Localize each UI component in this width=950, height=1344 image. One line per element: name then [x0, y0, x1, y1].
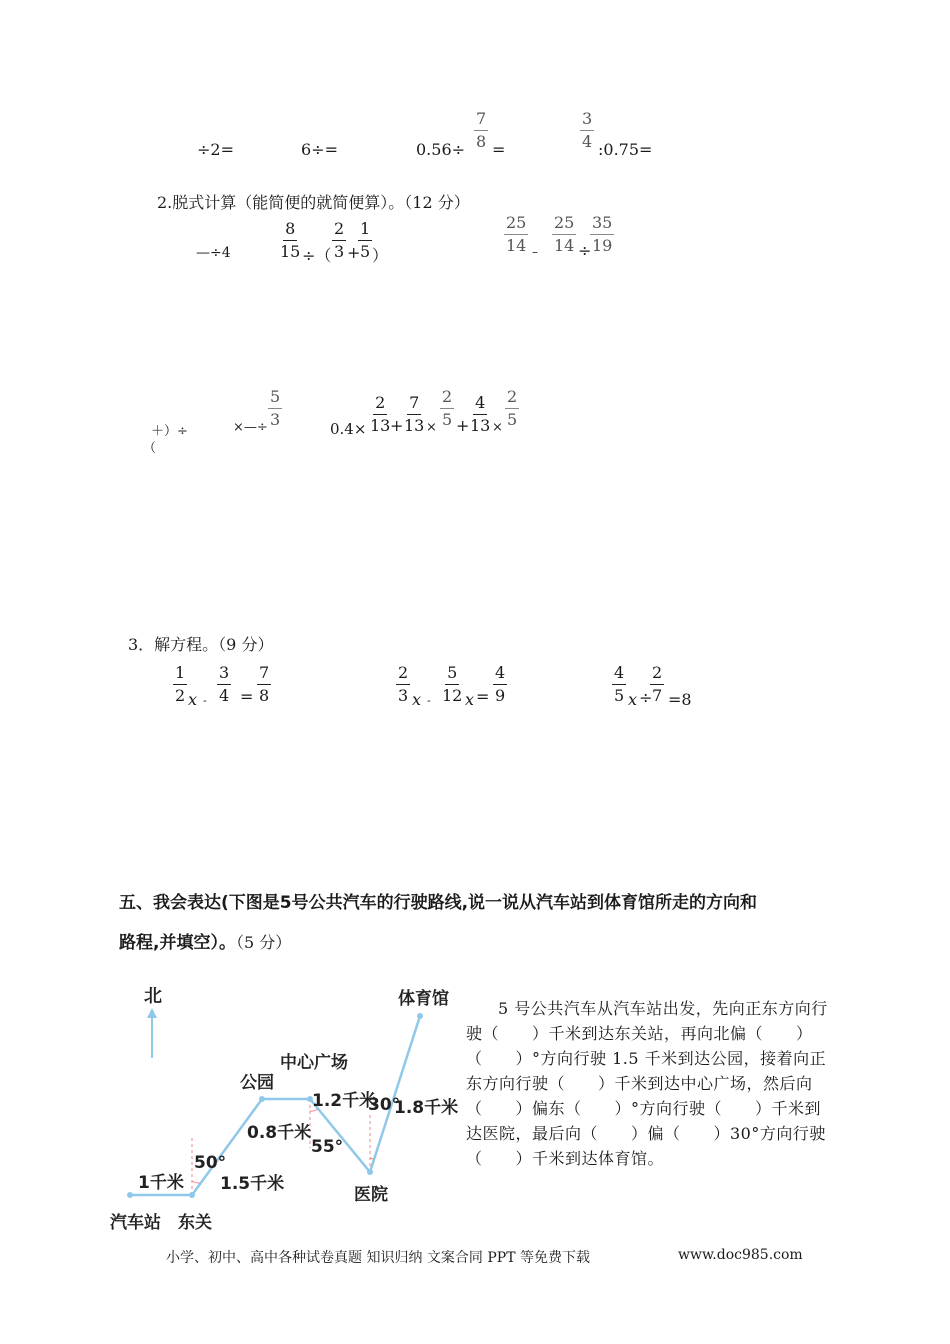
denominator: 9	[495, 686, 506, 705]
denominator: 4	[582, 132, 593, 151]
section2-expr4-line2: （	[143, 441, 157, 456]
eq3-frac2	[650, 664, 664, 705]
numerator: 1	[173, 664, 187, 685]
eq2-eq: =	[476, 687, 490, 706]
footer-url[interactable]: www.doc985.com	[678, 1247, 803, 1263]
denominator: 5	[614, 686, 625, 705]
section2-expr6-frac3	[440, 388, 454, 429]
section2-title: 2.脱式计算（能简便的就简便算）。（12 分）	[157, 193, 470, 212]
bus-route-map	[108, 976, 460, 1238]
section5-title-text: 路程,并填空）。	[119, 933, 236, 953]
section5-title-line1: 五、我会表达(下图是5号公共汽车的行驶路线,说一说从汽车站到体育馆所走的方向和	[119, 893, 758, 913]
eq2-x2: x	[465, 690, 475, 709]
node-park	[259, 1096, 265, 1102]
denominator: 14	[506, 236, 527, 255]
distance-4: 1.2千米	[312, 1091, 377, 1111]
numerator: 2	[440, 388, 454, 409]
eq1-eq: =	[240, 687, 254, 706]
section2-expr2-frac2	[332, 220, 346, 261]
section2-expr3-frac1	[504, 214, 528, 255]
row1-fraction-d	[580, 110, 594, 151]
denominator: 12	[442, 686, 463, 705]
numerator: 7	[407, 394, 421, 415]
label-stadium: 体育馆	[398, 989, 449, 1009]
eq3-op: ÷	[639, 688, 653, 707]
eq1-x: x	[188, 690, 198, 709]
denominator: 14	[554, 236, 575, 255]
section2-expr5: ×—÷	[233, 420, 268, 435]
numerator: 7	[257, 664, 271, 685]
numerator: 5	[445, 664, 459, 685]
section2-expr3-op2: ÷	[578, 241, 592, 260]
label-station: 汽车站	[110, 1213, 161, 1233]
denominator: 2	[175, 686, 186, 705]
numerator: 4	[473, 394, 487, 415]
section2-expr2-frac1	[278, 220, 302, 261]
row1-expr-c-pre: 0.56÷	[416, 140, 466, 159]
numerator: 8	[283, 220, 297, 241]
label-hospital: 医院	[354, 1185, 388, 1205]
row1-expr-a: ÷2=	[197, 140, 234, 159]
north-label: 北	[144, 986, 162, 1007]
denominator: 19	[592, 236, 613, 255]
denominator: 13	[370, 416, 391, 435]
node-hospital	[367, 1169, 373, 1175]
distance-3: 0.8千米	[247, 1123, 312, 1143]
eq2-frac2	[440, 664, 464, 705]
north-arrow-head	[147, 1008, 157, 1018]
denominator: 5	[507, 410, 518, 429]
numerator: 2	[373, 394, 387, 415]
eq1-frac3	[257, 664, 271, 705]
row1-expr-d-post: :0.75=	[598, 140, 653, 159]
numerator: 2	[505, 388, 519, 409]
section2-expr5-frac	[268, 388, 282, 429]
section2-expr6-frac4	[468, 394, 492, 435]
section5-score: （5 分）	[235, 933, 292, 952]
denominator: 4	[219, 686, 230, 705]
numerator: 4	[612, 664, 626, 685]
eq3-eq: =8	[668, 690, 692, 709]
denominator: 15	[280, 242, 301, 261]
eq2-frac3	[493, 664, 507, 705]
node-stadium	[417, 1013, 423, 1019]
section2-expr2-close: ）	[372, 246, 389, 265]
denominator: 13	[470, 416, 491, 435]
eq3-frac1	[612, 664, 626, 705]
numerator: 1	[358, 220, 372, 241]
numerator: 4	[493, 664, 507, 685]
row1-expr-b: 6÷=	[301, 140, 338, 159]
distance-1: 1千米	[138, 1173, 184, 1193]
section2-expr4-line1: ＋）÷	[151, 424, 188, 439]
section2-expr1: —÷4	[196, 245, 231, 261]
section2-expr3-frac2	[552, 214, 576, 255]
denominator: 13	[404, 416, 425, 435]
distance-5: 1.8千米	[394, 1098, 459, 1118]
row1-fraction-c	[474, 110, 488, 151]
numerator: 7	[474, 110, 488, 131]
section3-title: 3．解方程。（9 分）	[128, 635, 274, 654]
section2-expr6-op2: ×	[426, 420, 437, 435]
row1-expr-c-post: =	[492, 140, 506, 159]
eq2-op: -	[427, 694, 431, 707]
section2-expr6-frac5	[505, 388, 519, 429]
section2-expr2-op1: ÷（	[302, 246, 332, 265]
eq3-x: x	[628, 690, 638, 709]
section2-expr3-op1: –	[532, 245, 538, 259]
eq1-frac2	[217, 664, 231, 705]
eq2-x: x	[412, 690, 422, 709]
section2-expr6-frac1	[368, 394, 392, 435]
numerator: 3	[580, 110, 594, 131]
denominator: 3	[398, 686, 409, 705]
eq1-op: -	[203, 694, 207, 707]
section2-expr6-pre: 0.4×	[330, 420, 367, 438]
denominator: 8	[476, 132, 487, 151]
numerator: 2	[650, 664, 664, 685]
denominator: 3	[270, 410, 281, 429]
section5-title-line2	[119, 928, 291, 953]
section5-paragraph: 5 号公共汽车从汽车站出发，先向正东方向行驶（ ）千米到达东关站，再向北偏（ ）（ ）°方向行驶 1.5 千米到达公园，接着向正东方向行驶（ ）千米到达中心广场，然后向（ ）偏东（ ）°方向行驶（ ）千米到达医院，最后向（ ）偏（ ）30°方向行驶（ ）千米到达体育馆。	[466, 999, 828, 1168]
denominator: 8	[259, 686, 270, 705]
numerator: 25	[504, 214, 528, 235]
angle-1: 50°	[194, 1153, 227, 1173]
denominator: 7	[652, 686, 663, 705]
denominator: 5	[442, 410, 453, 429]
node-dongguan	[189, 1192, 195, 1198]
section2-expr3-frac3	[590, 214, 614, 255]
numerator: 2	[332, 220, 346, 241]
denominator: 3	[334, 242, 345, 261]
section2-expr2-op2: +	[347, 243, 361, 262]
label-park: 公园	[240, 1073, 274, 1093]
section2-expr2-frac3	[358, 220, 372, 261]
numerator: 5	[268, 388, 282, 409]
node-station	[127, 1192, 133, 1198]
numerator: 35	[590, 214, 614, 235]
numerator: 25	[552, 214, 576, 235]
numerator: 2	[396, 664, 410, 685]
footer-text: 小学、初中、高中各种试卷真题 知识归纳 文案合同 PPT 等免费下载	[166, 1250, 590, 1266]
numerator: 3	[217, 664, 231, 685]
label-dongguan: 东关	[178, 1213, 212, 1233]
section2-expr6-op4: ×	[492, 420, 503, 435]
eq2-frac1	[396, 664, 410, 705]
section2-expr6-frac2	[402, 394, 426, 435]
denominator: 5	[360, 242, 371, 261]
angle-3: 30°	[368, 1095, 401, 1115]
label-center: 中心广场	[280, 1053, 348, 1073]
section2-expr6-op1: +	[390, 416, 404, 435]
angle-arc-dongguan	[192, 1181, 200, 1183]
distance-2: 1.5千米	[220, 1174, 285, 1194]
angle-2: 55°	[311, 1137, 344, 1157]
eq1-frac1	[173, 664, 187, 705]
section2-expr6-op3: +	[456, 416, 470, 435]
